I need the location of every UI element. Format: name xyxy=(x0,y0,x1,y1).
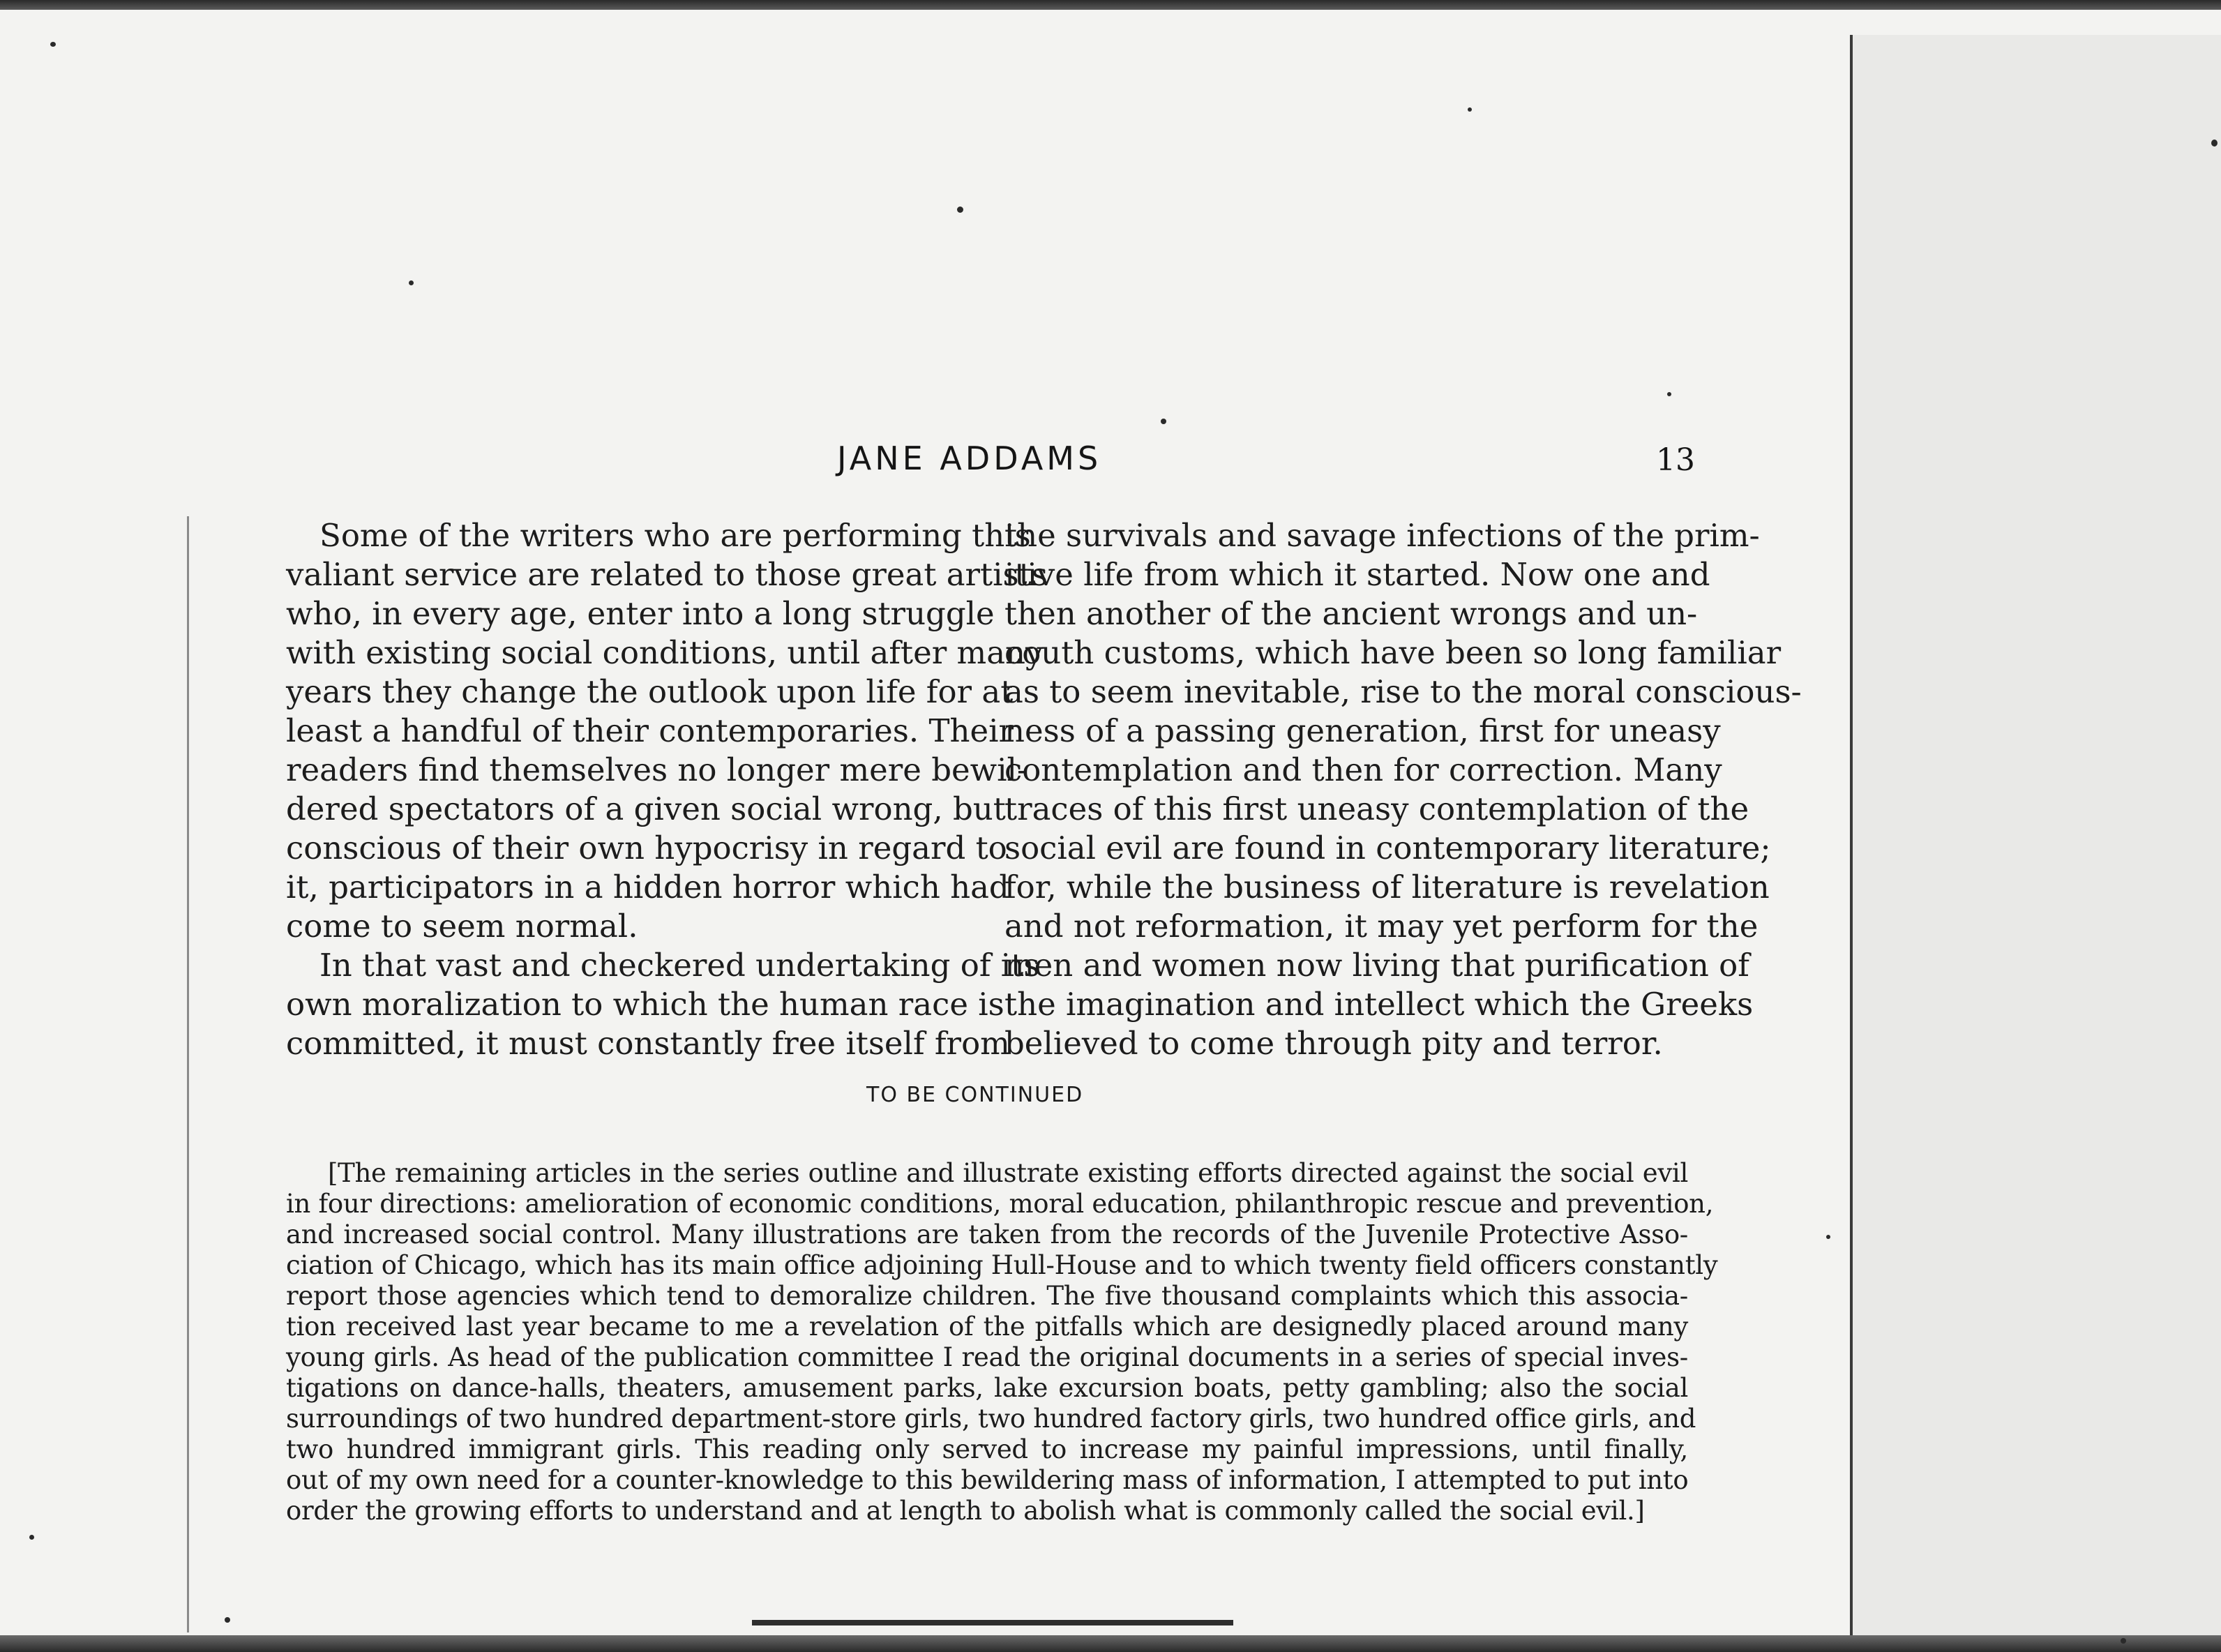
dust-speck xyxy=(1161,419,1166,424)
text-line: as to seem inevitable, rise to the moral conscious- xyxy=(1004,673,1802,710)
running-title: JANE ADDAMS xyxy=(837,440,1102,477)
dust-speck xyxy=(2121,1638,2126,1644)
scan-top-edge xyxy=(0,0,2221,10)
note-line: surroundings of two hundred department-store girls, two hundred factory girls, two hundred office girls, and xyxy=(286,1404,1696,1434)
dust-speck xyxy=(1826,1235,1830,1239)
editorial-note xyxy=(286,1158,1718,1526)
right-column xyxy=(1004,516,1802,1063)
text-line: believed to come through pity and terror. xyxy=(1004,1025,1663,1062)
text-line: contemplation and then for correction. Many xyxy=(1004,751,1722,788)
text-line: who, in every age, enter into a long struggle xyxy=(286,595,995,632)
facing-page-edge xyxy=(1850,35,2221,1635)
body-text xyxy=(286,516,1802,1074)
dust-speck xyxy=(50,42,56,47)
text-line: own moralization to which the human race is xyxy=(286,986,1004,1023)
dust-speck xyxy=(29,1535,34,1540)
text-line: it, participators in a hidden horror which had xyxy=(286,869,1009,906)
text-line: the survivals and savage infections of the prim- xyxy=(1004,517,1760,554)
text-line: In that vast and checkered undertaking of its xyxy=(319,947,1040,984)
left-column xyxy=(286,516,1048,1063)
dust-speck xyxy=(1468,107,1472,112)
dust-speck xyxy=(409,280,414,285)
page-fold-line xyxy=(187,516,189,1632)
note-line: tigations on dance-halls, theaters, amusement parks, lake excursion boats, petty gambling; also the social xyxy=(286,1373,1688,1403)
bottom-rule xyxy=(752,1620,1233,1625)
text-line: for, while the business of literature is revelation xyxy=(1004,869,1770,906)
dust-speck xyxy=(1667,392,1671,396)
note-line: [The remaining articles in the series outline and illustrate existing efforts directed against the social evil xyxy=(328,1158,1688,1188)
note-line: two hundred immigrant girls. This reading only served to increase my painful impressions, until finally, xyxy=(286,1434,1688,1464)
to-be-continued: TO BE CONTINUED xyxy=(866,1083,1084,1107)
note-line: in four directions: amelioration of economic conditions, moral education, philanthropic rescue and prevention, xyxy=(286,1189,1714,1219)
text-line: years they change the outlook upon life for at xyxy=(286,673,1014,710)
scan-bottom-edge xyxy=(0,1635,2221,1652)
text-line: conscious of their own hypocrisy in regard to xyxy=(286,829,1007,866)
text-line: least a handful of their contemporaries. Their xyxy=(286,712,1014,749)
note-line: report those agencies which tend to demoralize children. The five thousand complaints which this associa- xyxy=(286,1281,1688,1311)
text-line: the imagination and intellect which the Greeks xyxy=(1004,986,1754,1023)
text-line: dered spectators of a given social wrong, but xyxy=(286,790,1006,827)
dust-speck xyxy=(2211,140,2218,147)
note-line: and increased social control. Many illustrations are taken from the records of the Juvenile Protective Asso- xyxy=(286,1219,1688,1249)
text-line: with existing social conditions, until after many xyxy=(286,634,1044,671)
note-line: out of my own need for a counter-knowledge to this bewildering mass of information, I attempted to put into xyxy=(286,1465,1689,1495)
text-line: couth customs, which have been so long familiar xyxy=(1004,634,1782,671)
text-line: Some of the writers who are performing this xyxy=(319,517,1031,554)
text-line: readers find themselves no longer mere bewil- xyxy=(286,751,1028,788)
text-line: social evil are found in contemporary literature; xyxy=(1004,829,1771,866)
text-line: ness of a passing generation, first for uneasy xyxy=(1004,712,1721,749)
page-number: 13 xyxy=(1656,442,1695,478)
text-line: men and women now living that purification of xyxy=(1004,947,1749,984)
note-line: ciation of Chicago, which has its main office adjoining Hull-House and to which twenty field officers constantly xyxy=(286,1250,1718,1280)
text-line: then another of the ancient wrongs and un- xyxy=(1004,595,1698,632)
note-line: young girls. As head of the publication committee I read the original documents in a series of special inves- xyxy=(286,1342,1688,1372)
note-line: order the growing efforts to understand and at length to abolish what is commonly called the social evil.] xyxy=(286,1496,1645,1526)
note-line: tion received last year became to me a revelation of the pitfalls which are designedly placed around many xyxy=(286,1312,1688,1342)
dust-speck xyxy=(225,1617,230,1623)
text-line: come to seem normal. xyxy=(286,908,638,945)
text-line: committed, it must constantly free itself from xyxy=(286,1025,1010,1062)
text-line: itive life from which it started. Now one and xyxy=(1004,556,1710,593)
dust-speck xyxy=(957,206,963,213)
text-line: and not reformation, it may yet perform for the xyxy=(1004,908,1759,945)
page-header xyxy=(286,440,1695,495)
text-line: valiant service are related to those great artists xyxy=(286,556,1048,593)
text-line: traces of this first uneasy contemplation of the xyxy=(1004,790,1749,827)
